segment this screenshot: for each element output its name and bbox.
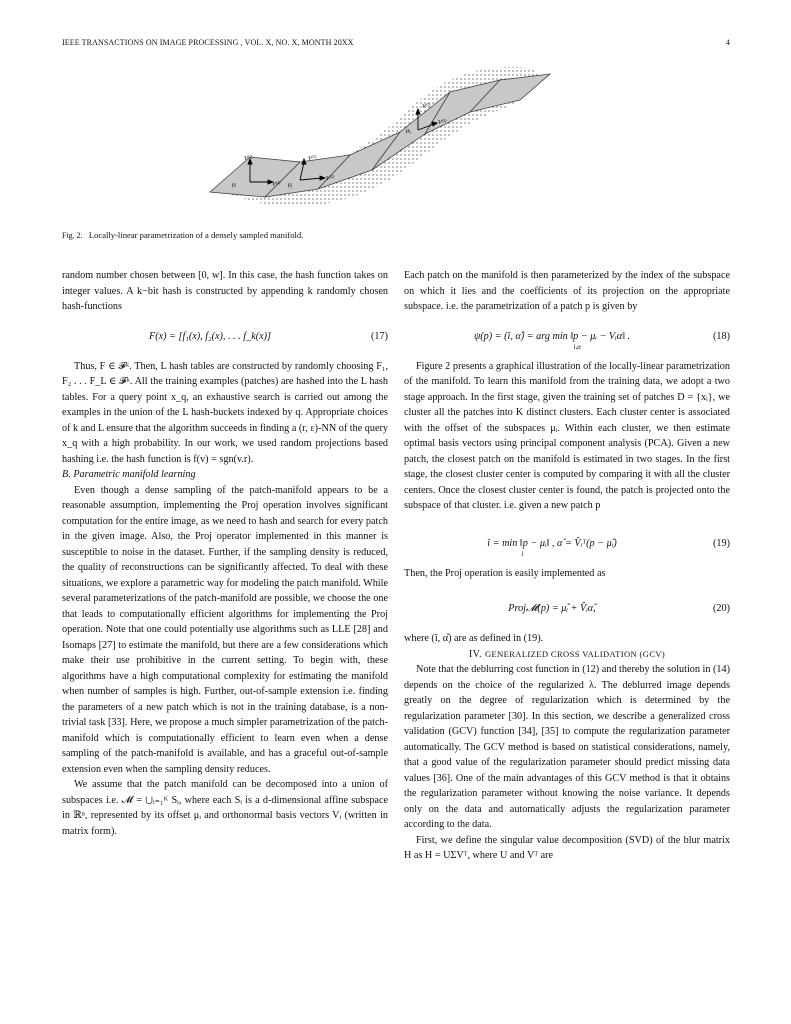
label-v-i-2: $V^{(2)}$ xyxy=(272,180,281,188)
equation-17 xyxy=(62,329,388,347)
left-column xyxy=(62,268,388,839)
equation-20 xyxy=(404,601,730,619)
paragraph: where (î, α̂) are as defined in (19). xyxy=(404,633,544,644)
paragraph: Thus, F ∈ 𝓕ᵏ. Then, L hash tables are constructed by randomly choosing F₁, F₂ . . . F_L ∈ 𝓕ᵏ. All the training examples (patches) are hashed into the L hash tables. For a query point x_q, an exhaustive search is carried out among the examples in the union of the L hash-buckets indexed by q. Appropriate choices of k and L ensure that the algorithm succeeds in finding a (r, ε)-NN of the query x_q with a high probability. In our work, we used random projections based hashing i.e. the hash function is f(v) = sgn(v.r). xyxy=(62,360,388,465)
equation-subscript: i,α xyxy=(573,342,581,351)
manifold-figure xyxy=(200,62,600,222)
section-number: IV. xyxy=(468,648,485,660)
paragraph: Each patch on the manifold is then parameterized by the index of the subspace on which it lies and the coefficients of its projection on the appropriate subspace. i.e. the parametrization of a patch p is given by xyxy=(404,270,730,312)
equation-number: (17) xyxy=(371,330,388,342)
equation-18 xyxy=(404,329,730,351)
paragraph: Note that the deblurring cost function in (12) and thereby the solution in (14) depends on the choice of the regularized λ. The deblurred image depends greatly on the degree of regularization which is determined by the regularization parameter [30]. In this section, we describe a generalized cross validation (GCV) function [34], [35] to compute the regularization parameter automatically. The GCV method is based on statistical considerations, namely, that a good value of the regularization parameter should predict missing data values [36]. One of the main advantages of this GCV method is that it obtains the regularization parameter without knowing the noise variance. It depends only on the data and automatically adjusts the regularization parameter according to the data. xyxy=(404,664,730,830)
page-number: 4 xyxy=(725,38,730,47)
label-v-j-2: $V^{(2)}$ xyxy=(326,174,335,182)
equation-body: ψ(p) = (î, α̂) = arg min ‖p − μᵢ − Vᵢα‖ . xyxy=(473,330,631,342)
paragraph: random number chosen between [0, w]. In this case, the hash function takes on integer values. A k−bit hash is constructed by appending k randomly chosen hash-functions xyxy=(62,270,388,312)
manifold-diagram xyxy=(200,62,600,222)
equation-body: î = min ‖p − μᵢ‖ , α̂ = V̂ᵢᵀ(p − μ̂ᵢ) xyxy=(487,537,617,549)
equation-body: F(x) = [f₁(x), f₂(x), . . . f_k(x)] xyxy=(148,330,271,342)
journal-title: IEEE TRANSACTIONS ON IMAGE PROCESSING , VOL. X, NO. X, MONTH 20XX xyxy=(62,38,354,47)
figure-caption-text: Locally-linear parametrization of a densely sampled manifold. xyxy=(88,230,304,240)
paragraph: First, we define the singular value decomposition (SVD) of the blur matrix H as H = UΣVᵀ, where U and Vᵀ are xyxy=(404,834,730,861)
label-mu-i: $\mu_i$ xyxy=(232,182,237,189)
equation-number: (18) xyxy=(713,330,730,342)
paragraph: Even though a dense sampling of the patch-manifold appears to be a reasonable assumption, implementing the Proj operation involves significant computation for the entire image, as we need to hash and search for every patch in the given image. Also, the Proj operator implemented in this manner is susceptible to noise in the dataset. Further, if the sampling density is reduced, the quality of reconstructions can be significantly affected. To deal with these situations, we explore a parametric way for modeling the patch manifold. While several parameterizations of the patch-manifold are possible, we choose the one that leads to computationally efficient algorithms for implementing the Proj operation. Note that one could potentially use algorithms such as LLE [28] and Isomaps [27] to estimate the manifold, but there are a few considerations which make their use prohibitive in the current setting. To begin with, these algorithms have a high computational complexity for estimating the manifold when number of samples is high. Further, out-of-sample extension i.e. finding the parameters of a new patch which is not in the training database, is a non-trivial task [33]. Here, we propose a much simpler parametrization of the patch-manifold which is computationally efficient to learn even when a dense sampling of the patch-manifold is available, and has a graceful out-of-sample extension even when the sampling density reduces. xyxy=(62,484,388,775)
label-v-j-1: $V^{(1)}$ xyxy=(308,154,317,162)
subsection-heading: B. Parametric manifold learning xyxy=(62,469,196,480)
equation-19 xyxy=(404,536,730,558)
paragraph: We assume that the patch manifold can be decomposed into a union of subspaces i.e. 𝓜 = ⋃ᵢ₌₁ᴷ Sᵢ, where each Sᵢ is a d-dimensional affine subspace in ℝⁿ, represented by its offset μᵢ and orthonormal basis vectors Vᵢ (written in matrix form). xyxy=(62,779,388,837)
equation-number: (20) xyxy=(713,603,730,614)
equation-subscript: i xyxy=(521,549,524,558)
page-header xyxy=(62,38,730,52)
section-heading xyxy=(404,647,730,663)
label-mu-j: $\mu_j$ xyxy=(288,182,293,189)
label-v-i-1: $V^{(1)}$ xyxy=(244,154,253,162)
paragraph: Then, the Proj operation is easily implemented as xyxy=(404,567,606,579)
equation-number: (19) xyxy=(713,537,730,549)
figure-caption xyxy=(62,230,303,240)
section-title: GENERALIZED CROSS VALIDATION (GCV) xyxy=(484,648,666,659)
label-v-k-2: $V^{(2)}$ xyxy=(438,118,447,126)
figure-label: Fig. 2. xyxy=(62,231,83,240)
paragraph: Figure 2 presents a graphical illustration of the locally-linear parametrization of the manifold. To learn this manifold from the training data, we adopt a two stage approach. In the first stage, given the training set of patches D = {xᵢ}, we cluster all the patches into K distinct clusters. Each cluster center is associated with the offset of the subspaces μᵢ. Within each cluster, we then estimate optimal basis vectors using principal component analysis (PCA). Given a new patch, the closest patch on the manifold is estimated in two stages. In the first stage, the closest cluster center is computed by comparing it with all the cluster centers. Once the closest cluster center is found, the patch is projected onto the subspace of that cluster. i.e. given a new patch p xyxy=(404,360,730,511)
equation-body: Proj𝓜(p) = μ̂ᵢ + V̂ᵢα̂, xyxy=(508,603,596,614)
label-v-k-1: $V^{(1)}$ xyxy=(422,102,431,110)
right-column xyxy=(404,268,730,864)
label-mu-k: $\mu_k$ xyxy=(406,128,411,135)
